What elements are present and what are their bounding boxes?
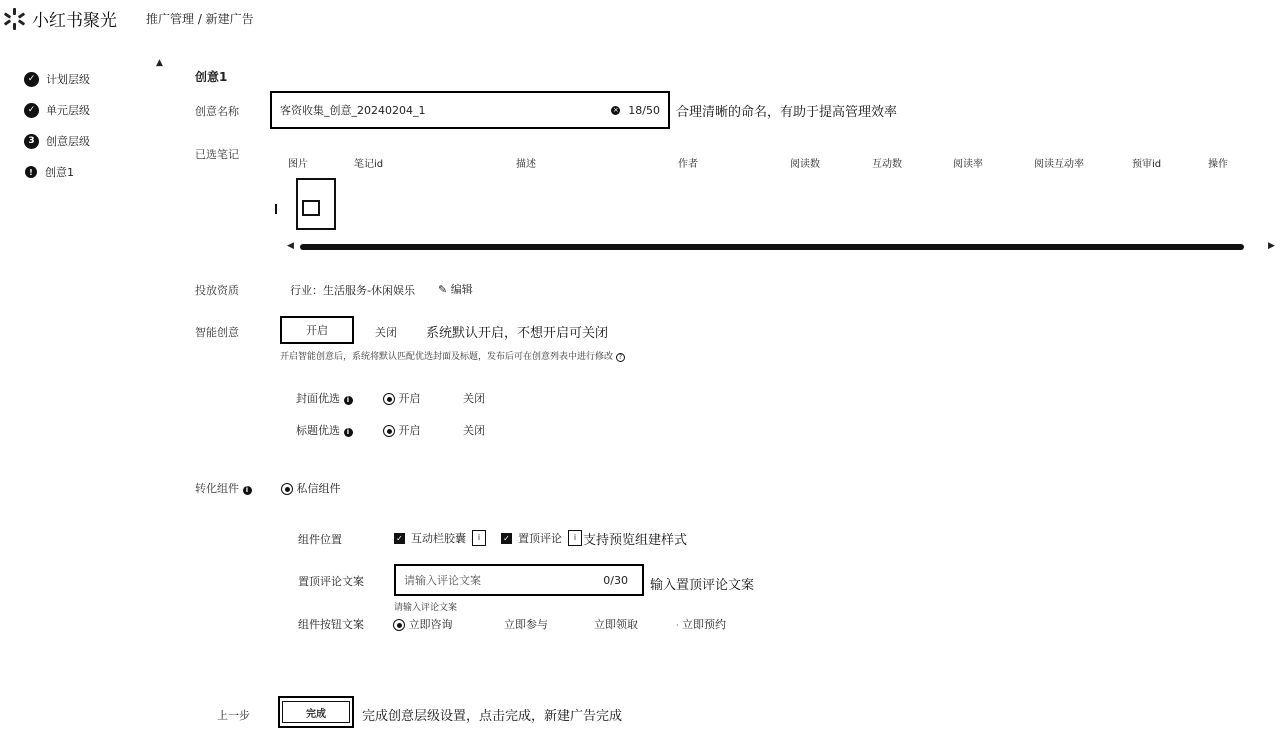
selected-notes-label: 已选笔记 <box>195 148 239 161</box>
nav-label: 计划层级 <box>46 73 90 86</box>
table-header: 作者 <box>678 159 698 170</box>
button-option-book[interactable]: · 立即预约 <box>676 618 727 631</box>
comment-input[interactable] <box>394 564 644 596</box>
step-number-icon: 3 <box>24 134 39 149</box>
table-header: 阅读率 <box>953 159 983 170</box>
prev-step-button[interactable]: 上一步 <box>217 709 250 722</box>
smart-off-button[interactable]: 关闭 <box>375 326 397 339</box>
preview-icon[interactable]: i <box>568 530 582 546</box>
breadcrumb[interactable]: 推广管理 / 新建广告 <box>146 12 254 26</box>
comment-counter: 0/30 <box>603 573 628 587</box>
preview-hint: 支持预览组建样式 <box>583 533 688 548</box>
table-header: 阅读互动率 <box>1034 159 1084 170</box>
cover-on-radio[interactable]: 开启 <box>383 390 421 406</box>
radio-selected-icon <box>383 393 395 405</box>
checkbox-checked-icon: ✓ <box>394 533 405 544</box>
title-on-radio[interactable]: 开启 <box>383 422 421 438</box>
edit-label: 编辑 <box>450 283 473 296</box>
table-header: 预审id <box>1132 159 1162 170</box>
smart-creative-label: 智能创意 <box>195 326 239 339</box>
name-counter: 18/50 <box>628 103 660 117</box>
horizontal-scrollbar[interactable] <box>300 244 1244 250</box>
check-circle-icon: ✓ <box>24 72 39 87</box>
nav-label: 单元层级 <box>46 104 90 117</box>
collapse-arrow-icon[interactable]: ▲ <box>156 58 163 68</box>
table-header: 操作 <box>1208 159 1228 170</box>
app-logo[interactable] <box>4 6 117 31</box>
creative-name-value: 客资收集_创意_20240204_1 <box>280 104 426 117</box>
note-thumbnail[interactable] <box>296 178 336 230</box>
preview-icon[interactable]: i <box>472 530 486 546</box>
position-label: 组件位置 <box>298 533 342 546</box>
smart-description: 开启智能创意后，系统将默认匹配优选封面及标题，发布后可在创意列表中进行修改 ? <box>280 349 625 362</box>
radio-selected-icon <box>393 619 405 631</box>
info-icon[interactable]: i <box>344 396 353 405</box>
comment-placeholder: 请输入评论文案 <box>404 574 481 587</box>
radio-selected-icon <box>281 483 293 495</box>
position-pinned-checkbox[interactable]: ✓ 置顶评论 i <box>501 530 582 546</box>
smart-hint: 系统默认开启，不想开启可关闭 <box>426 326 609 341</box>
comment-hint: 输入置顶评论文案 <box>650 578 755 593</box>
cover-off-radio[interactable]: 关闭 <box>463 392 485 405</box>
scroll-right-icon[interactable]: ▶ <box>1268 241 1275 251</box>
table-header: 图片 <box>288 159 308 170</box>
help-icon[interactable]: ? <box>616 353 625 362</box>
check-circle-icon: ✓ <box>24 103 39 118</box>
nav-item-creative-level[interactable] <box>24 133 90 149</box>
done-button[interactable] <box>278 696 354 728</box>
checkbox-checked-icon: ✓ <box>501 533 512 544</box>
done-hint: 完成创意层级设置，点击完成，新建广告完成 <box>362 709 623 724</box>
pencil-icon: ✎ <box>438 283 448 296</box>
button-option-claim[interactable]: 立即领取 <box>594 618 638 631</box>
nav-label: 创意1 <box>45 166 74 179</box>
nav-label: 创意层级 <box>46 135 90 148</box>
table-header: 互动数 <box>872 159 902 170</box>
creative-name-label: 创意名称 <box>195 105 239 118</box>
creative-name-input[interactable] <box>270 91 670 129</box>
logo-text: 小红书聚光 <box>32 11 117 31</box>
name-hint: 合理清晰的命名，有助于提高管理效率 <box>676 105 898 120</box>
info-icon[interactable]: i <box>344 428 353 437</box>
cover-opt-label: 封面优选 i <box>296 390 353 406</box>
alert-icon: ! <box>25 166 37 178</box>
row-checkbox[interactable] <box>275 204 277 214</box>
qualification-label: 投放资质 <box>195 284 239 297</box>
button-option-consult[interactable]: 立即咨询 <box>393 616 453 632</box>
scroll-left-icon[interactable]: ◀ <box>287 241 294 251</box>
spark-logo-icon <box>4 8 26 30</box>
position-capsule-checkbox[interactable]: ✓ 互动栏胶囊 i <box>394 530 486 546</box>
image-icon <box>302 200 320 216</box>
button-text-label: 组件按钮文案 <box>298 618 364 631</box>
table-header: 描述 <box>516 159 536 170</box>
nav-item-unit[interactable] <box>24 102 90 118</box>
nav-item-plan[interactable] <box>24 71 90 87</box>
comment-label: 置顶评论文案 <box>298 575 364 588</box>
button-option-join[interactable]: 立即参与 <box>504 618 548 631</box>
smart-on-button[interactable]: 开启 <box>280 316 354 344</box>
comment-error: 请输入评论文案 <box>394 603 458 613</box>
info-icon[interactable]: i <box>243 486 252 495</box>
nav-item-creative-1[interactable] <box>24 164 74 180</box>
private-message-radio[interactable]: 私信组件 <box>281 480 341 496</box>
industry-text: 行业：生活服务-休闲娱乐 <box>290 284 415 297</box>
radio-selected-icon <box>383 425 395 437</box>
table-header: 笔记id <box>354 159 384 170</box>
title-opt-label: 标题优选 i <box>296 422 353 438</box>
clear-icon[interactable]: × <box>612 106 619 114</box>
section-title: 创意1 <box>195 70 228 84</box>
conversion-label: 转化组件 i <box>195 480 252 496</box>
table-header: 阅读数 <box>790 159 820 170</box>
done-label: 完成 <box>282 701 350 723</box>
edit-link[interactable] <box>438 281 473 297</box>
title-off-radio[interactable]: 关闭 <box>463 424 485 437</box>
